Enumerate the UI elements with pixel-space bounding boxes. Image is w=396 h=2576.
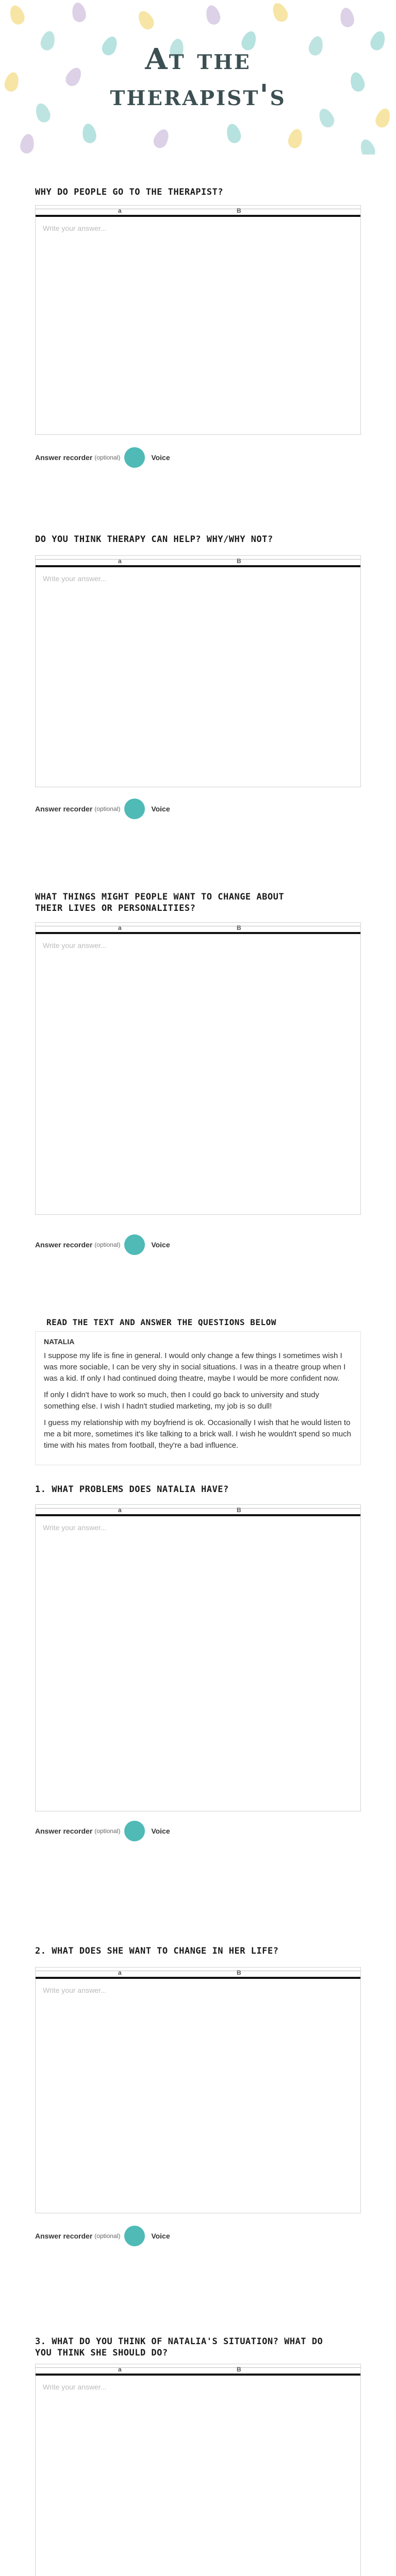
editor-toolbar [36, 206, 360, 217]
raindrop-icon [81, 123, 97, 144]
recorder-optional: (optional) [94, 2232, 121, 2240]
raindrop-icon [287, 127, 305, 149]
raindrop-icon [19, 133, 36, 155]
format-b-button[interactable]: B [237, 207, 241, 214]
format-a-button[interactable]: a [118, 1506, 122, 1514]
raindrop-icon [151, 127, 172, 150]
answer-input[interactable]: Write your answer... [43, 2383, 107, 2391]
question-title-line2: YOU THINK SHE SHOULD DO? [35, 2348, 168, 2358]
reading-speaker: NATALIA [44, 1337, 75, 1346]
voice-label: Voice [151, 2232, 170, 2240]
editor-toolbar [36, 1968, 360, 1979]
format-b-button[interactable]: B [237, 1969, 241, 1976]
question-title-line1: 3. WHAT DO YOU THINK OF NATALIA'S SITUATION? WHAT DO [35, 2336, 323, 2347]
page-title-line1: At the [145, 42, 251, 76]
format-b-button[interactable]: B [237, 2366, 241, 2373]
answer-editor[interactable] [35, 205, 361, 435]
raindrop-icon [7, 4, 26, 27]
question-title [35, 2336, 323, 2359]
raindrop-icon [270, 1, 290, 24]
record-button[interactable] [124, 447, 145, 468]
raindrop-icon [358, 138, 377, 155]
editor-toolbar [36, 556, 360, 567]
answer-editor[interactable] [35, 1967, 361, 2213]
answer-editor[interactable] [35, 555, 361, 787]
reading-paragraph-1: I suppose my life is fine in general. I would only change a few things I sometimes wish I was more sociable, I can be very shy in social situations. I was in a theatre group when I was a kid. If only I had continued doing theatre, maybe I would be more confident now. [44, 1351, 346, 1383]
answer-input[interactable]: Write your answer... [43, 224, 107, 232]
format-a-button[interactable]: a [118, 207, 122, 214]
editor-toolbar [36, 923, 360, 934]
question-title-line1: WHAT THINGS MIGHT PEOPLE WANT TO CHANGE ABOUT [35, 892, 285, 902]
answer-recorder [35, 2226, 170, 2246]
recorder-optional: (optional) [94, 805, 121, 812]
record-button[interactable] [124, 2226, 145, 2246]
answer-editor[interactable] [35, 922, 361, 1215]
raindrop-icon [135, 8, 157, 32]
voice-label: Voice [151, 1827, 170, 1835]
recorder-label: Answer recorder [35, 453, 93, 462]
record-button[interactable] [124, 1821, 145, 1841]
answer-recorder [35, 799, 170, 819]
recorder-label: Answer recorder [35, 2232, 93, 2240]
raindrop-icon [71, 2, 87, 23]
answer-recorder [35, 447, 170, 468]
editor-toolbar [36, 1505, 360, 1516]
answer-input[interactable]: Write your answer... [43, 574, 107, 583]
format-b-button[interactable]: B [237, 1506, 241, 1514]
raindrop-icon [339, 7, 355, 28]
answer-input[interactable]: Write your answer... [43, 1523, 107, 1532]
answer-editor[interactable] [35, 2364, 361, 2576]
page-title-line2: therapist's [110, 78, 286, 112]
question-title: DO YOU THINK THERAPY CAN HELP? WHY/WHY NOT? [35, 534, 273, 545]
page-title [0, 41, 396, 113]
answer-input[interactable]: Write your answer... [43, 1986, 107, 1994]
format-a-button[interactable]: a [118, 924, 122, 931]
reading-paragraph-3: I guess my relationship with my boyfriend is ok. Occasionally I wish that he would listen to me a bit more, sometimes it's like talking to a brick wall. I wish he wouldn't spend so much time with his mates from football, they're a bad influence. [44, 1418, 351, 1450]
voice-label: Voice [151, 453, 170, 462]
answer-input[interactable]: Write your answer... [43, 941, 107, 950]
question-title: 2. WHAT DOES SHE WANT TO CHANGE IN HER LIFE? [35, 1946, 279, 1956]
reading-paragraph-2: If only I didn't have to work so much, then I could go back to university and study something else. I wish I hadn't studied marketing, my job is so dull! [44, 1391, 319, 1411]
record-button[interactable] [124, 1234, 145, 1255]
format-a-button[interactable]: a [118, 1969, 122, 1976]
question-title [35, 891, 284, 914]
title-banner [0, 0, 396, 155]
question-title: 1. WHAT PROBLEMS DOES NATALIA HAVE? [35, 1484, 229, 1495]
recorder-label: Answer recorder [35, 1827, 93, 1835]
raindrop-icon [225, 122, 243, 144]
recorder-optional: (optional) [94, 1827, 121, 1835]
recorder-label: Answer recorder [35, 805, 93, 813]
record-button[interactable] [124, 799, 145, 819]
format-b-button[interactable]: B [237, 924, 241, 931]
recorder-label: Answer recorder [35, 1241, 93, 1249]
format-b-button[interactable]: B [237, 557, 241, 565]
voice-label: Voice [151, 1241, 170, 1249]
editor-toolbar [36, 2364, 360, 2376]
recorder-optional: (optional) [94, 1241, 121, 1248]
format-a-button[interactable]: a [118, 2366, 122, 2373]
format-a-button[interactable]: a [118, 557, 122, 565]
raindrop-icon [204, 4, 222, 26]
reading-heading: READ THE TEXT AND ANSWER THE QUESTIONS BELOW [46, 1317, 276, 1327]
answer-editor[interactable] [35, 1504, 361, 1811]
question-title-line2: THEIR LIVES OR PERSONALITIES? [35, 903, 196, 913]
recorder-optional: (optional) [94, 454, 121, 461]
answer-recorder [35, 1821, 170, 1841]
question-title: WHY DO PEOPLE GO TO THE THERAPIST? [35, 187, 223, 197]
voice-label: Voice [151, 805, 170, 813]
answer-recorder [35, 1234, 170, 1255]
reading-text [35, 1331, 361, 1465]
